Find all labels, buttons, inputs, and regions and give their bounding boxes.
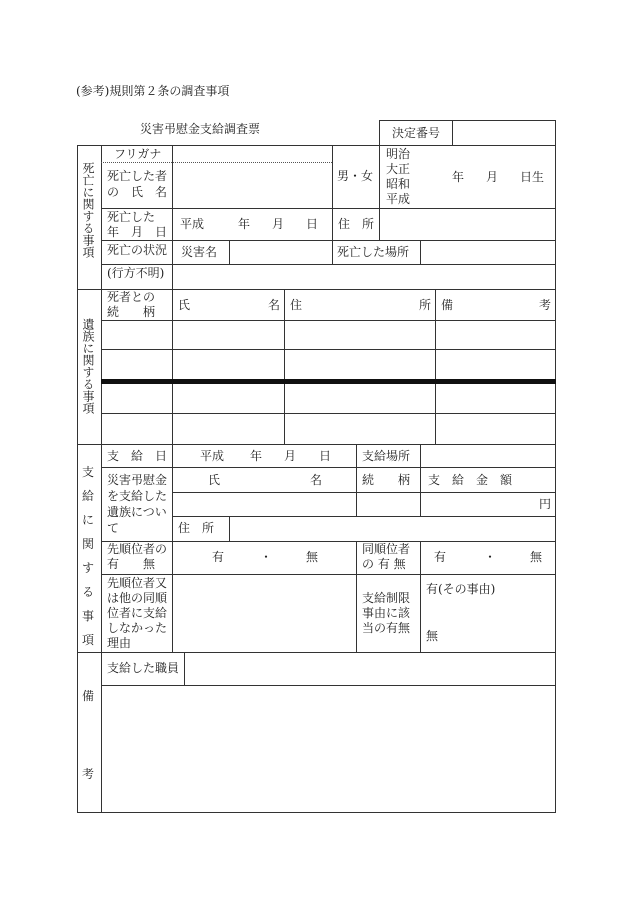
remarks-field[interactable] [102,687,555,811]
payment-section-label: 支給に関する事項 [82,465,95,647]
furigana-label: フリガナ [114,147,162,161]
pay-date-year: 年 [250,449,263,463]
era-taisho[interactable]: 大正 [386,162,411,176]
family-row[interactable] [102,350,555,378]
family-name-header-right: 名 [268,298,281,312]
form-frame-left [77,145,78,813]
death-date-label-2: 年 月 日 [107,225,168,239]
pay-date-era: 平成 [200,449,225,463]
furigana-field[interactable] [175,147,330,161]
page-caption: (参考)規則第２条の調査事項 [76,84,230,98]
reason-label-1: 先順位者又 [107,576,168,590]
family-row[interactable] [102,385,555,412]
limit-yes-option[interactable]: 有(その事由) [426,582,496,596]
decision-number-label: 決定番号 [392,126,441,140]
death-address-field[interactable] [382,210,552,238]
death-place-field[interactable] [423,242,553,262]
dob-month-label: 月 [486,170,499,184]
recipient-label-2: を支給した [107,489,168,503]
family-row[interactable] [102,414,555,443]
yen-unit: 円 [539,497,552,511]
recipient-name-header-left: 氏 [208,473,221,487]
amount-header: 支 給 金 額 [428,473,513,487]
senior-label-2: 有 無 [107,557,156,571]
recipient-address-field[interactable] [232,518,553,540]
reason-label-5: 理由 [107,636,132,650]
family-address-header-left: 住 [290,298,303,312]
death-date-era: 平成 [180,217,205,231]
limit-label-3: 当の有無 [362,621,411,635]
form-frame-right [555,145,556,813]
recipient-address-label: 住 所 [178,521,215,535]
form-title: 災害弔慰金支給調査票 [140,122,261,136]
staff-label: 支給した職員 [107,661,180,675]
amount-field[interactable] [423,494,533,514]
family-remarks-header-right: 考 [539,298,552,312]
death-date-day: 日 [306,217,319,231]
pay-place-label: 支給場所 [362,449,411,463]
dob-year-label: 年 [452,170,465,184]
recipient-relation-field[interactable] [359,494,418,514]
death-status-label: 死亡の状況 [107,243,168,257]
reason-label-4: しなかった [107,621,168,635]
remarks-label-bottom: 考 [82,767,95,781]
pay-date-label: 支 給 日 [107,449,168,463]
family-relation-label-1: 死者との [107,290,156,304]
reason-label-2: は他の同順 [107,591,168,605]
reason-field[interactable] [175,577,354,650]
pay-date-day: 日 [319,449,332,463]
pay-place-field[interactable] [423,446,553,466]
pay-date-month: 月 [284,449,297,463]
death-date-month: 月 [272,217,285,231]
missing-label: (行方不明) [107,266,165,280]
deceased-name-field[interactable] [175,165,330,207]
limit-no-option[interactable]: 無 [426,629,439,643]
death-date-year: 年 [238,217,251,231]
recipient-label-4: て [107,521,120,535]
senior-yes-option[interactable]: 有 [212,550,225,564]
deceased-name-label-2: の 氏 名 [107,185,168,199]
recipient-label-1: 災害弔慰金 [107,473,168,487]
decision-number-field[interactable] [455,122,553,143]
senior-label-1: 先順位者の [107,542,168,556]
death-section-label: 死亡に関する事項 [81,162,95,258]
death-address-label: 住 所 [338,217,375,231]
disaster-name-label: 災害名 [181,245,218,259]
same-rank-separator: ・ [484,550,497,564]
gender-options[interactable]: 男・女 [337,169,374,183]
recipient-name-field[interactable] [175,494,354,514]
disaster-name-field[interactable] [232,242,330,262]
same-rank-label-2: の 有 無 [362,557,406,571]
family-section-label: 遺族に関する事項 [81,318,95,414]
senior-separator: ・ [260,550,273,564]
recipient-relation-header: 続 柄 [362,473,411,487]
same-rank-no-option[interactable]: 無 [530,550,543,564]
era-heisei[interactable]: 平成 [386,192,411,206]
remarks-label-top: 備 [82,689,95,703]
limit-label-2: 事由に該 [362,606,411,620]
era-showa[interactable]: 昭和 [386,177,411,191]
same-rank-yes-option[interactable]: 有 [434,550,447,564]
family-address-header-right: 所 [419,298,432,312]
reason-label-3: 位者に支給 [107,606,168,620]
family-remarks-header-left: 備 [441,298,454,312]
same-rank-label-1: 同順位者 [362,542,411,556]
senior-no-option[interactable]: 無 [306,550,319,564]
limit-label-1: 支給制限 [362,591,411,605]
family-name-header-left: 氏 [178,298,191,312]
deceased-name-label-1: 死亡した者 [107,169,168,183]
family-row[interactable] [102,321,555,348]
recipient-label-3: 遺族につい [107,505,167,519]
death-place-label: 死亡した場所 [337,245,410,259]
death-date-label-1: 死亡した [107,210,156,224]
family-table-break [101,379,556,384]
dob-day-label: 日生 [520,170,545,184]
family-relation-label-2: 続 柄 [107,305,156,319]
recipient-name-header-right: 名 [310,473,323,487]
staff-field[interactable] [187,654,553,683]
era-meiji[interactable]: 明治 [386,147,411,161]
